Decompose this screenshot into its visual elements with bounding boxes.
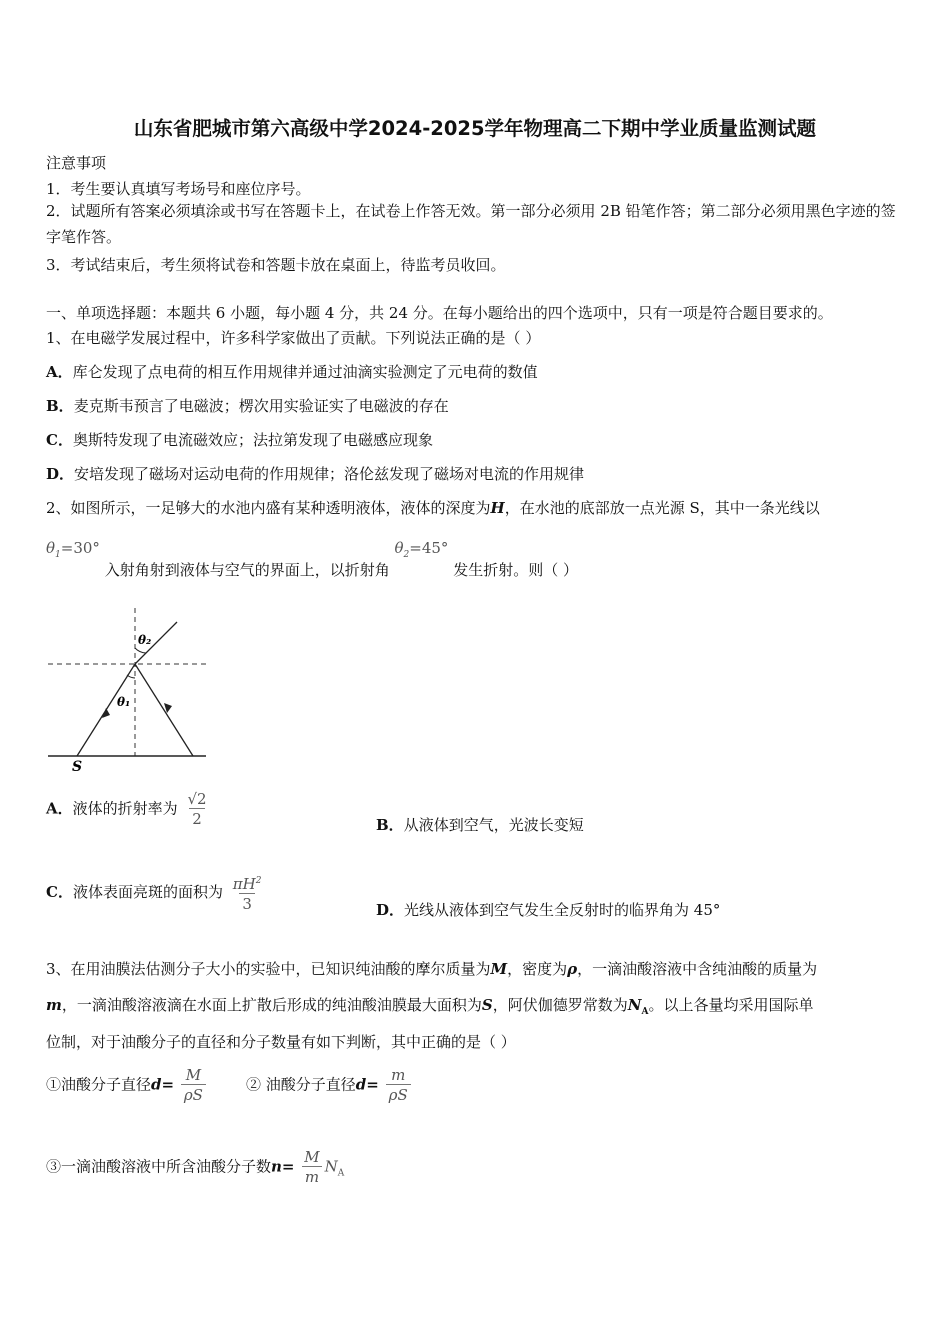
question-3-judgement-1 [46, 1066, 208, 1105]
question-2-option-d [376, 899, 720, 920]
stem-text: 3、在用油膜法估测分子大小的实验中，已知识纯油酸的摩尔质量为 [46, 960, 491, 978]
fraction-numerator: m [391, 1066, 406, 1084]
stem-text: 入射角射到液体与空气的界面上，以折射角 [104, 561, 390, 579]
question-3-judgement-3 [46, 1148, 344, 1187]
fraction-denominator: 2 [189, 808, 205, 829]
var-na: N [627, 996, 642, 1014]
option-text: 麦克斯韦预言了电磁波；楞次用实验证实了电磁波的存在 [73, 397, 449, 415]
option-label: C． [46, 431, 73, 449]
notice-item-2: 2．试题所有答案必须填涂或书写在答题卡上，在试卷上作答无效。第一部分必须用 2B 铅笔作答；第二部分必须用黑色字迹的签字笔作答。 [46, 202, 896, 246]
option-label: A． [46, 363, 73, 381]
theta-value: =45° [409, 539, 449, 557]
judgement-text: ② 油酸分子直径 [246, 1075, 356, 1094]
question-1-option-a [46, 361, 538, 382]
notice-item-1: 1．考生要认真填写考场号和座位序号。 [46, 180, 311, 198]
option-label: D． [376, 901, 405, 919]
notice-item-3: 3．考试结束后，考生须将试卷和答题卡放在桌面上，待监考员收回。 [46, 256, 506, 274]
fraction-numerator: M [185, 1066, 202, 1084]
stem-text: 。以上各量均采用国际单 [648, 996, 814, 1014]
stem-text: ，一滴油酸溶液滴在水面上扩散后形成的纯油酸油膜最大面积为 [61, 996, 482, 1014]
theta2-label: θ₂ [138, 633, 152, 647]
stem-text: ，一滴油酸溶液中含纯油酸的质量为 [577, 960, 818, 978]
theta1-arc [127, 675, 135, 678]
option-text: 从液体到空气，光波长变短 [403, 816, 584, 834]
judgement-var: d= [355, 1075, 379, 1094]
source-label: S [72, 759, 83, 775]
avogadro-subscript: A [337, 1168, 345, 1179]
option-text: 库仑发现了点电荷的相互作用规律并通过油滴实验测定了元电荷的数值 [72, 363, 538, 381]
theta-symbol: θ [394, 539, 404, 557]
question-3-line-3: 位制，对于油酸分子的直径和分子数量有如下判断，其中正确的是（ ） [46, 1033, 516, 1051]
fraction-small-m-over-rho-s [386, 1066, 411, 1105]
theta2-arc [135, 648, 146, 653]
option-text: 光线从液体到空气发生全反射时的临界角为 45° [404, 901, 721, 919]
question-3-judgement-2 [246, 1066, 413, 1105]
fraction-m-over-m [301, 1148, 322, 1187]
question-1-stem: 1、在电磁学发展过程中，许多科学家做出了贡献。下列说法正确的是（ ） [46, 329, 541, 347]
theta-symbol: θ [46, 539, 56, 557]
question-2-option-a [46, 790, 212, 829]
refraction-diagram [44, 600, 214, 775]
avogadro-symbol: N [324, 1157, 338, 1176]
question-2-stem-line-1 [46, 497, 820, 518]
judgement-var: n= [271, 1157, 295, 1176]
question-1-option-b [46, 395, 449, 416]
option-label: B． [46, 397, 74, 415]
theta2-expression [394, 539, 449, 560]
stem-text: 2、如图所示，一足够大的水池内盛有某种透明液体，液体的深度为 [46, 499, 491, 517]
var-rho: ρ [567, 960, 578, 978]
option-text: 奥斯特发现了电流磁效应；法拉第发现了电磁感应现象 [72, 431, 433, 449]
question-1-option-c [46, 429, 433, 450]
notice-heading: 注意事项 [46, 154, 107, 172]
var-s: S [481, 996, 493, 1014]
reflected-ray [135, 664, 193, 756]
judgement-text: ③一滴油酸溶液中所含油酸分子数 [46, 1157, 272, 1176]
var-h: H [490, 499, 505, 517]
question-2-option-c [46, 872, 266, 914]
option-text: 液体的折射率为 [72, 799, 178, 818]
theta-subscript: 2 [403, 550, 410, 560]
var-na-subscript: A [641, 1007, 649, 1017]
fraction-sqrt2-over-2 [184, 790, 209, 829]
option-label: A． [46, 799, 73, 818]
theta-subscript: 1 [55, 550, 61, 560]
option-text: 安培发现了磁场对运动电荷的作用规律；洛伦兹发现了磁场对电流的作用规律 [74, 465, 585, 483]
fraction-denominator: ρS [386, 1084, 411, 1105]
question-2-option-b [376, 814, 584, 835]
fraction-pi-h2-over-3 [230, 872, 265, 914]
theta-value: =30° [60, 539, 100, 557]
stem-text: ，密度为 [507, 960, 568, 978]
stem-text: ，阿伏伽德罗常数为 [492, 996, 628, 1014]
stem-text: ，在水池的底部放一点光源 S，其中一条光线以 [504, 499, 820, 517]
fraction-denominator: ρS [181, 1084, 206, 1105]
theta1-label: θ₁ [117, 695, 131, 709]
page-title: 山东省肥城市第六高级中学2024-2025学年物理高二下期中学业质量监测试题 [133, 117, 817, 140]
fraction-numerator: √2 [187, 790, 207, 808]
fraction-denominator: m [302, 1166, 322, 1187]
section-1-heading: 一、单项选择题：本题共 6 小题，每小题 4 分，共 24 分。在每小题给出的四个选项中，只有一项是符合题目要求的。 [46, 304, 833, 322]
fraction-numerator: M [304, 1148, 320, 1166]
fraction-denominator: 3 [239, 893, 255, 914]
question-3-line-1 [46, 958, 817, 979]
theta1-expression [46, 539, 100, 560]
var-m-mass: m [46, 996, 62, 1014]
var-m-molar: M [490, 960, 508, 978]
option-label: B． [376, 816, 404, 834]
question-2-stem-line-2 [46, 539, 578, 579]
option-label: D． [46, 465, 75, 483]
option-text: 液体表面亮斑的面积为 [72, 883, 223, 901]
incident-arrow-icon [102, 708, 110, 718]
stem-text: 发生折射。则（ ） [453, 561, 578, 579]
exponent: 2 [255, 876, 262, 886]
option-label: C． [46, 883, 73, 901]
judgement-var: d= [151, 1075, 175, 1094]
fraction-m-over-rho-s [181, 1066, 206, 1105]
question-3-line-2 [46, 994, 813, 1017]
judgement-text: ①油酸分子直径 [46, 1075, 152, 1094]
fraction-numerator: πH [232, 875, 256, 893]
question-1-option-d [46, 463, 584, 484]
